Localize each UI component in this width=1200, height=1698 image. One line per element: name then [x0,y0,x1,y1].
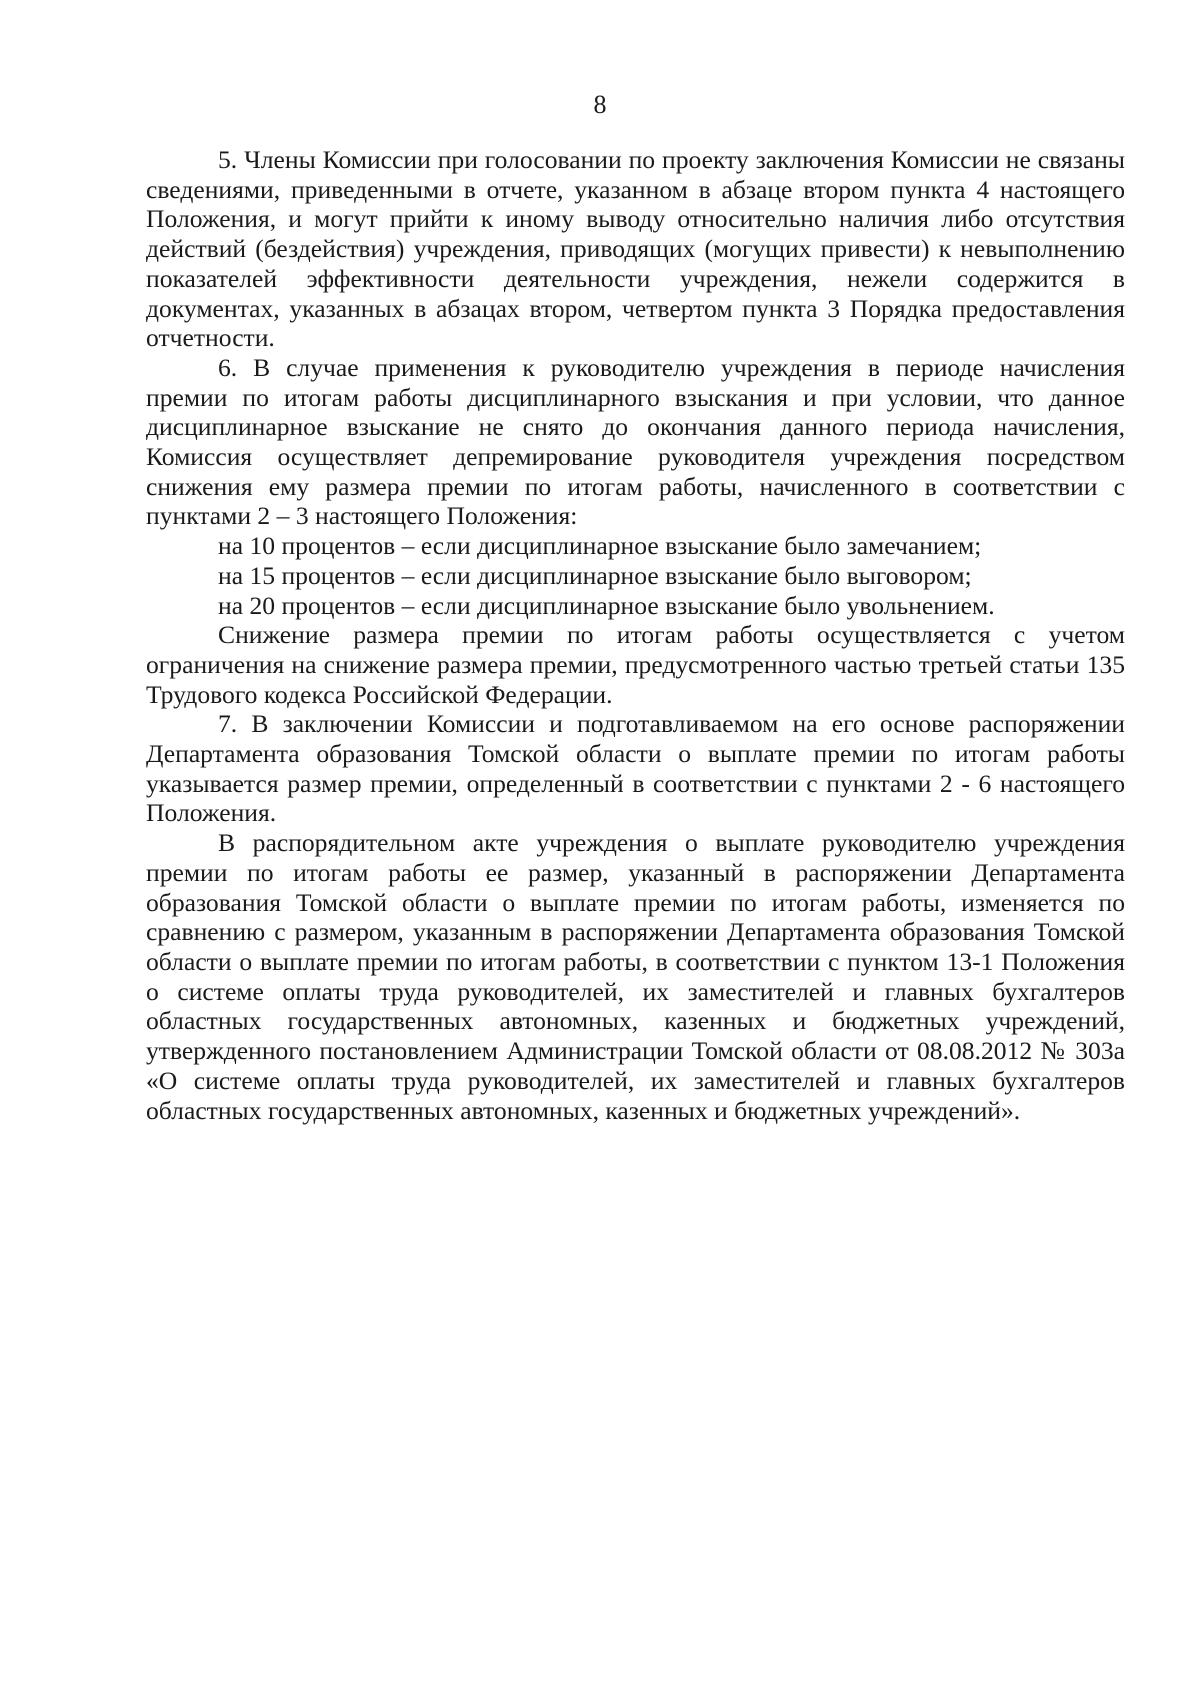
list-item-15-percent: на 15 процентов – если дисциплинарное взыскание было выговором; [218,560,972,590]
paragraph-administrative-act: В распорядительном акте учреждения о выплате руководителю учреждения премии по итогам работы ее размер, указанный в распоряжении Департамента образования Томской области о выплате премии по итогам работы, изменяется по сравнению с размером, указанным в распоряжении Департамента образования Томской области о выплате премии по итогам работы, в соответствии с пунктом 13-1 Положения о системе оплаты труда руководителей, их заместителей и главных бухгалтеров областных государственных автономных, казенных и бюджетных учреждений, утвержденного постановлением Администрации Томской области от 08.08.2012 № 303а «О системе оплаты труда руководителей, их заместителей и главных бухгалтеров областных государственных автономных, казенных и бюджетных учреждений». [146,828,1125,1125]
list-item-10-percent: на 10 процентов – если дисциплинарное взыскание было замечанием; [218,531,982,561]
page-number: 8 [593,90,607,119]
paragraph-item-6: 6. В случае применения к руководителю учреждения в периоде начисления премии по итогам работы дисциплинарного взыскания и при условии, что данное дисциплинарное взыскание не снято до окончания данного периода начисления, Комиссия осуществляет депремирование руководителя учреждения посредством снижения ему размера премии по итогам работы, начисленного в соответствии с пунктами 2 – 3 настоящего Положения: [146,352,1125,531]
paragraph-reduction-limit: Снижение размера премии по итогам работы осуществляется с учетом ограничения на снижение размера премии, предусмотренного частью третьей статьи 135 Трудового кодекса Российской Федерации. [146,620,1125,709]
paragraph-item-7: 7. В заключении Комиссии и подготавливаемом на его основе распоряжении Департамента образования Томской области о выплате премии по итогам работы указывается размер премии, определенный в соответствии с пунктами 2 - 6 настоящего Положения. [146,709,1125,828]
list-item-20-percent: на 20 процентов – если дисциплинарное взыскание было увольнением. [218,590,995,620]
document-body [146,145,1125,1125]
paragraph-item-5: 5. Члены Комиссии при голосовании по проекту заключения Комиссии не связаны сведениями, приведенными в отчете, указанном в абзаце втором пункта 4 настоящего Положения, и могут прийти к иному выводу относительно наличия либо отсутствия действий (бездействия) учреждения, приводящих (могущих привести) к невыполнению показателей эффективности деятельности учреждения, нежели содержится в документах, указанных в абзацах втором, четвертом пункта 3 Порядка предоставления отчетности. [146,145,1125,353]
